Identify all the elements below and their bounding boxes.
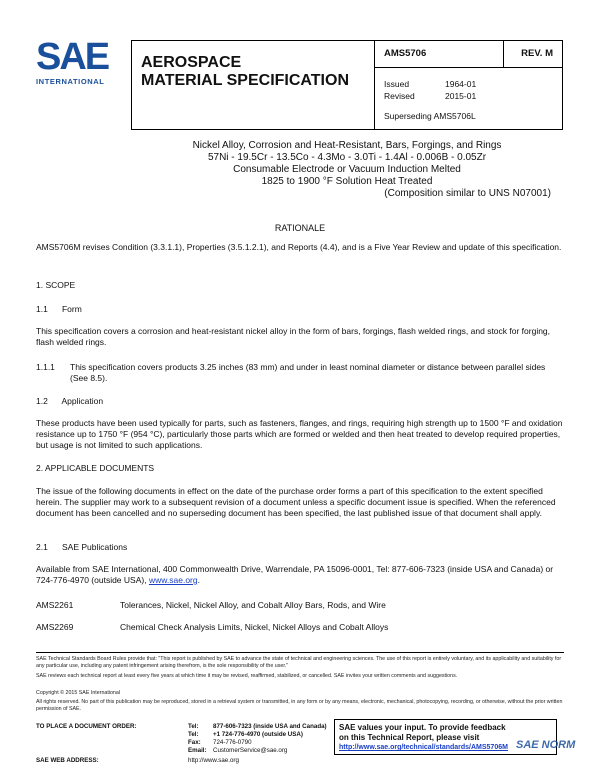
title-line-1: AEROSPACE <box>141 54 242 71</box>
header-box <box>131 40 563 130</box>
web-label: SAE WEB ADDRESS: <box>36 757 99 764</box>
logo-brand: SAE <box>36 36 109 78</box>
section-1-1-text: This specification covers a corrosion and heat-resistant nickel alloy in the form of bars, forgings, flash welded rings, and stock for forging, flash welded rings. <box>36 326 551 347</box>
ref-code-2: AMS2269 <box>36 622 74 632</box>
sae-norm-stamp: SAE NORM <box>516 739 576 751</box>
issued-label: Issued <box>384 79 410 89</box>
title-desc-2: 57Ni - 19.5Cr - 13.5Co - 4.3Mo - 3.0Ti - 1.4Al - 0.006B - 0.05Zr <box>207 152 487 163</box>
feedback-link[interactable]: http://www.sae.org/technical/standards/AMS5706M <box>339 744 508 751</box>
title-desc-4: 1825 to 1900 °F Solution Heat Treated <box>261 176 433 187</box>
fax-label: Fax: <box>188 739 201 746</box>
section-1-2-heading: 1.2 Application <box>36 396 104 406</box>
feedback-line-1: SAE values your input. To provide feedback <box>339 723 506 732</box>
footer-board-rules: SAE Technical Standards Board Rules provide that: "This report is published by SAE to advance the state of technical and engineering sciences. The use of this report is entirely voluntary, and its applicability and suitability for any particular use, including any patent infringement arising therefrom, is the sole responsibility of the user." <box>36 656 562 669</box>
rationale-heading: RATIONALE <box>274 223 326 233</box>
rev-cell <box>503 41 562 67</box>
superseding: Superseding AMS5706L <box>384 111 476 121</box>
footer-review-note: SAE reviews each technical report at least every five years at which time it may be revised, reaffirmed, stabilized, or cancelled. SAE invites your written comments and suggestions. <box>36 673 458 679</box>
tel2-value: +1 724-776-4970 (outside USA) <box>213 731 303 738</box>
footer-rights: All rights reserved. No part of this publication may be reproduced, stored in a retrieval system or transmitted, in any form or by any means, electronic, mechanical, photocopying, recording, or otherwise, without the prior written permission of SAE. <box>36 699 563 712</box>
tel-label: Tel: <box>188 723 199 730</box>
ref-title-1: Tolerances, Nickel, Nickel Alloy, and Cobalt Alloy Bars, Rods, and Wire <box>120 600 386 610</box>
section-1-1-heading: 1.1 Form <box>36 304 82 314</box>
ref-title-2: Chemical Check Analysis Limits, Nickel, Nickel Alloys and Cobalt Alloys <box>120 622 389 632</box>
section-2-heading: 2. APPLICABLE DOCUMENTS <box>36 463 155 473</box>
section-2-1-heading: 2.1 SAE Publications <box>36 542 128 552</box>
ref-code-1: AMS2261 <box>36 600 74 610</box>
footer-copyright: Copyright © 2015 SAE International <box>36 690 120 696</box>
rationale-text: AMS5706M revises Condition (3.3.1.1), Properties (3.5.1.2.1), and Reports (4.4), and is a Five Year Review and update of this specification. <box>36 242 562 252</box>
sae-publications-text: Available from SAE International, 400 Commonwealth Drive, Warrendale, PA 15096-0001, Tel: 877-606-7323 (inside USA and Canada) or 724-776-4970 (outside USA), <box>36 564 554 585</box>
title-desc-1: Nickel Alloy, Corrosion and Heat-Resistant, Bars, Forgings, and Rings <box>192 140 502 151</box>
section-2-text: The issue of the following documents in effect on the date of the purchase order forms a part of this specification to the extent specified herein. The supplier may work to a subsequent revision of a document unless a specific document issue is specified. When the referenced document has been cancelled and no superseding document has been specified, the last published issue of that document shall apply. <box>36 486 556 518</box>
section-1-heading: 1. SCOPE <box>36 280 76 290</box>
header-info <box>375 41 562 129</box>
footer-divider <box>36 652 564 653</box>
material-title <box>131 140 563 200</box>
email-value[interactable]: CustomerService@sae.org <box>213 747 288 754</box>
logo-sub: INTERNATIONAL <box>36 77 105 86</box>
rev-label: REV. M <box>521 48 553 59</box>
title-desc-3: Consumable Electrode or Vacuum Induction Melted <box>233 164 461 175</box>
fax-value: 724-776-0790 <box>213 739 252 746</box>
sae-logo <box>36 38 116 86</box>
title-line-2: MATERIAL SPECIFICATION <box>141 72 349 89</box>
tel-value: 877-606-7323 (inside USA and Canada) <box>213 723 327 730</box>
section-1-1-1-text: This specification covers products 3.25 inches (83 mm) and under in least nominal diameter or distance between parallel sides (See 8.5). <box>70 362 546 383</box>
order-label: TO PLACE A DOCUMENT ORDER: <box>36 723 137 730</box>
feedback-line-2: on this Technical Report, please visit <box>339 733 480 742</box>
tel2-label: Tel: <box>188 731 199 738</box>
spec-title <box>132 41 375 129</box>
section-1-2-text: These products have been used typically for parts, such as fasteners, flanges, and rings, requiring high strength up to 1500 °F and oxidation resistance up to 1750 °F (954 °C), particularly those parts which are formed or welded and then heat treated to develop required properties, but usage is not limited to such applications. <box>36 418 563 450</box>
section-1-1-1-num: 1.1.1 <box>36 362 55 372</box>
web-value[interactable]: http://www.sae.org <box>188 757 239 764</box>
doc-number: AMS5706 <box>384 48 427 59</box>
title-desc-5: (Composition similar to UNS N07001) <box>384 188 551 199</box>
revised-date: 2015-01 <box>445 91 477 101</box>
sae-website-link[interactable]: www.sae.org <box>148 575 198 585</box>
revised-label: Revised <box>384 91 415 101</box>
email-label: Email: <box>188 747 207 754</box>
issued-date: 1964-01 <box>445 79 477 89</box>
section-2-1-text: Available from SAE International, 400 Commonwealth Drive, Warrendale, PA 15096-0001, Tel: 877-606-7323 (inside USA and Canada) or 724-776-4970 (outside USA), www.sae.org. <box>36 564 554 585</box>
doc-row <box>375 41 562 68</box>
